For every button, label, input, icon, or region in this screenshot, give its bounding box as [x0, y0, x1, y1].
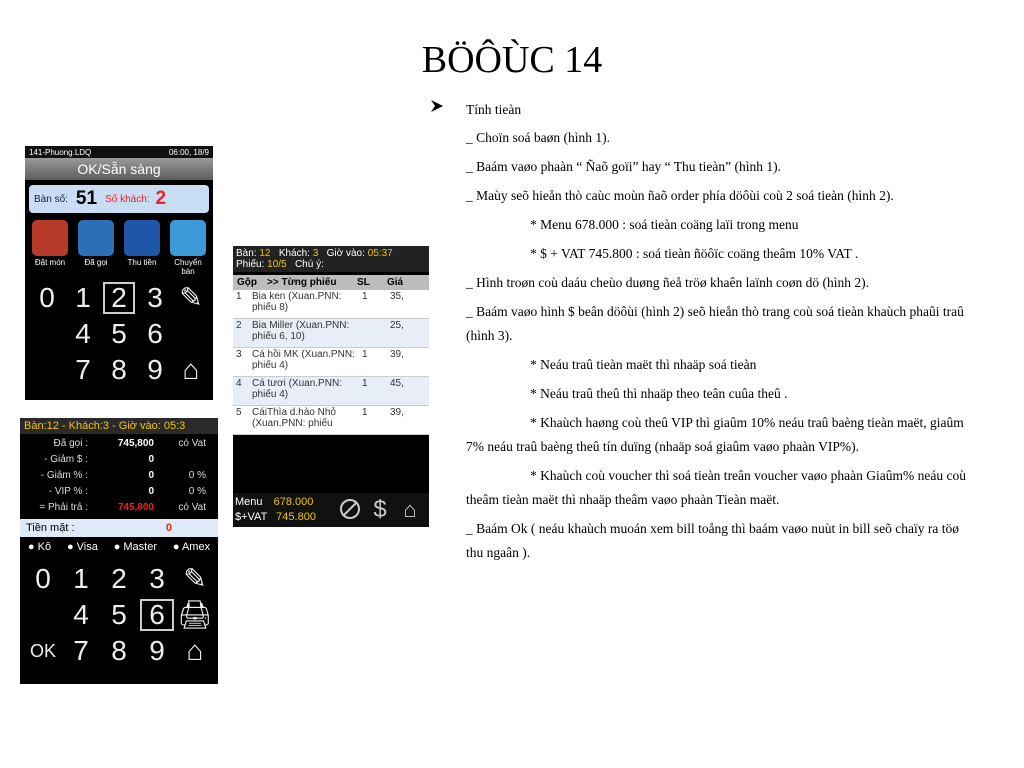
- function-label: Đã gọi: [84, 258, 108, 267]
- cash-value: 0: [165, 522, 172, 534]
- arrow-bullet-icon: [430, 99, 444, 117]
- keypad-key[interactable]: 2: [101, 280, 137, 316]
- order-header: [233, 246, 429, 272]
- instruction-line: * $ + VAT 745.800 : soá tieàn ñöôïc coäng theâm 10% VAT .: [530, 246, 859, 261]
- keypad-key: [29, 352, 65, 388]
- order-price: 45,: [390, 378, 404, 389]
- table-info: [29, 185, 209, 213]
- instruction-line: _ Baám vaøo phaàn “ Ñaõ goïi” hay “ Thu tieàn” (hình 1).: [466, 159, 782, 174]
- card-option[interactable]: [173, 541, 210, 553]
- order-name: Cá hồi MK (Xuan.PNN: phiếu 4): [252, 349, 355, 371]
- payment-label: - VIP % :: [48, 486, 88, 497]
- keypad-key[interactable]: 8: [111, 354, 127, 385]
- keypad-key[interactable]: 3: [149, 563, 165, 594]
- order-no: 1: [236, 291, 242, 302]
- payment-row: [20, 437, 218, 453]
- instruction-line: * Khaùch coù voucher thì soá tieàn treân voucher vaøo phaàn Giaûm% neáu coù theâm tieàn maët thì nhaäp theâm vaøo phaàn Tieàn maët.: [466, 468, 966, 507]
- keypad-key: [29, 316, 65, 352]
- keypad-key[interactable]: 9: [147, 354, 163, 385]
- wine-glasses-icon: [32, 220, 68, 256]
- cash-row[interactable]: [20, 519, 218, 537]
- waiter-icon: [78, 220, 114, 256]
- home-icon[interactable]: ⌂: [403, 497, 417, 522]
- keypad-key[interactable]: 2: [111, 563, 127, 594]
- table-number: 12: [259, 248, 271, 259]
- keypad-key: [24, 597, 62, 633]
- tab-by-ticket[interactable]: >> Từng phiếu: [267, 277, 337, 288]
- keypad-key[interactable]: 3: [147, 282, 163, 313]
- table-label: Bàn số:: [34, 193, 68, 205]
- radio-icon: ●: [66, 541, 77, 553]
- order-qty: 1: [362, 378, 368, 389]
- order-row[interactable]: [233, 319, 429, 348]
- order-no: 2: [236, 320, 242, 331]
- keypad-key[interactable]: 7: [73, 635, 89, 666]
- order-name: CáiThìa d.hào Nhỏ (Xuan.PNN: phiếu: [252, 407, 336, 429]
- function-button[interactable]: [167, 218, 209, 276]
- guest-label: Số khách:: [105, 193, 150, 205]
- function-icons: [25, 218, 213, 276]
- payment-extra: [162, 454, 206, 468]
- table-label: Bàn:: [236, 248, 257, 259]
- card-label: Visa: [76, 541, 98, 553]
- status-time: 06:00, 18/9: [168, 147, 209, 157]
- keypad-key[interactable]: 1: [75, 282, 91, 313]
- keypad-key: [173, 316, 209, 352]
- payment-value[interactable]: 0: [148, 470, 154, 481]
- keypad-key[interactable]: 4: [75, 318, 91, 349]
- ok-ready-button[interactable]: OK/Sẵn sàng: [25, 158, 213, 180]
- payment-value[interactable]: 0: [148, 486, 154, 497]
- payment-header: Bàn:12 - Khách:3 - Giờ vào: 05:3: [20, 418, 218, 434]
- order-row[interactable]: [233, 348, 429, 377]
- payment-value[interactable]: 0: [148, 454, 154, 465]
- card-options: [20, 541, 218, 553]
- guest-count: 2: [155, 188, 167, 209]
- slide-title: BÖÔÙC 14: [421, 39, 603, 81]
- payment-row: [20, 469, 218, 485]
- guest-count: 3: [312, 248, 319, 259]
- radio-icon: ●: [27, 541, 38, 553]
- card-option[interactable]: [114, 541, 157, 553]
- payment-value[interactable]: 745,800: [117, 502, 154, 513]
- order-row[interactable]: [233, 377, 429, 406]
- tab-group[interactable]: Gộp: [237, 277, 257, 288]
- keypad-key[interactable]: ⌂: [186, 635, 204, 666]
- phone-screen-2: [233, 246, 429, 527]
- phone-screen-1: [25, 146, 213, 400]
- payment-label: - Giảm $ :: [44, 454, 88, 465]
- dollar-icon[interactable]: $: [373, 496, 387, 523]
- col-qty: SL: [357, 277, 370, 288]
- time-value: 05:37: [367, 248, 393, 259]
- card-option[interactable]: [67, 541, 98, 553]
- instruction-line: _ Hình troøn coù daáu cheùo duøng ñeå tröø khaên laïnh coøn dö (hình 2).: [466, 275, 870, 290]
- keypad-key[interactable]: 0: [39, 282, 55, 313]
- keypad: [20, 557, 218, 669]
- menu-total: 678.000: [273, 496, 314, 508]
- order-table-header: [233, 275, 429, 290]
- order-name: Bia Miller (Xuan.PNN: phiếu 6, 10): [252, 320, 350, 342]
- keypad-key[interactable]: 5: [111, 318, 127, 349]
- ticket-value: 10/5: [267, 259, 287, 270]
- function-button[interactable]: [29, 218, 71, 276]
- instruction-line: _ Baám Ok ( neáu khaùch muoán xem bill toång thì baám vaøo nuùt in bill seõ chaïy ra töø thu ngaân ).: [466, 521, 960, 560]
- instruction-line: * Menu 678.000 : soá tieàn coäng laïi trong menu: [530, 217, 799, 232]
- radio-icon: ●: [172, 541, 182, 553]
- function-button[interactable]: [121, 218, 163, 276]
- order-list: [233, 290, 429, 435]
- keypad-key[interactable]: 1: [73, 563, 89, 594]
- keypad-key[interactable]: 7: [75, 354, 91, 385]
- order-qty: 1: [362, 291, 368, 302]
- order-price: 39,: [390, 349, 404, 360]
- card-option[interactable]: [28, 541, 51, 553]
- order-name: Cá tươi (Xuan.PNN: phiếu 4): [252, 378, 342, 400]
- keypad-key[interactable]: 6: [147, 318, 163, 349]
- card-label: Amex: [181, 541, 211, 553]
- cash-label: Tiền mặt :: [26, 522, 75, 534]
- payment-label: = Phải trả :: [39, 502, 88, 513]
- payment-label: Đã gọi :: [53, 438, 88, 449]
- order-qty: 1: [362, 407, 368, 418]
- order-row[interactable]: [233, 290, 429, 319]
- instruction-line: * Neáu traû theû thì nhaäp theo teân cuûa theû .: [530, 386, 788, 401]
- order-price: 39,: [390, 407, 404, 418]
- instruction-line: _ Maùy seõ hieån thò caùc moùn ñaõ order phía döôùi coù 2 soá tieàn (hình 2).: [466, 188, 894, 203]
- payment-label: - Giảm % :: [40, 470, 88, 481]
- totals-bar: [233, 493, 429, 527]
- order-qty: 1: [362, 349, 368, 360]
- menu-label: Menu: [235, 496, 263, 508]
- keypad-key[interactable]: 8: [111, 635, 127, 666]
- phone-screen-3: [20, 418, 218, 684]
- table-number: 51: [75, 188, 98, 209]
- order-name: Bia ken (Xuan.PNN: phiếu 8): [252, 291, 342, 313]
- function-button[interactable]: [75, 218, 117, 276]
- payment-summary: [20, 437, 218, 517]
- keypad-key[interactable]: 9: [149, 635, 165, 666]
- keypad: [25, 276, 213, 388]
- instruction-line: * Khaùch haøng coù theû VIP thì giaûm 10% neáu traû baèng tieàn maët, giaûm 7% neáu traû baèng theû tín duïng (nhaäp soá giaûm vaøo phaàn VIP%).: [466, 415, 964, 454]
- function-label: Thu tiền: [127, 258, 157, 267]
- vat-label: $+VAT: [235, 511, 268, 523]
- keypad-key[interactable]: ✎: [179, 282, 203, 313]
- payment-row: [20, 453, 218, 469]
- person-move-icon: [170, 220, 206, 256]
- order-price: 35,: [390, 291, 404, 302]
- payment-extra: có Vat: [178, 438, 206, 449]
- note-label: Chú ý:: [294, 259, 324, 270]
- guest-label: Khách:: [278, 248, 310, 259]
- function-label: Đặt món: [34, 258, 66, 267]
- order-price: 25,: [390, 320, 404, 331]
- instruction-text: [466, 98, 966, 570]
- payment-value[interactable]: 745,800: [117, 438, 154, 449]
- function-label: Chuyển bàn: [174, 258, 202, 276]
- payment-row: [20, 485, 218, 501]
- payment-extra: 0 %: [188, 486, 206, 497]
- payment-extra: 0 %: [188, 470, 206, 481]
- status-user: 141-Phuong.LDQ: [29, 147, 92, 157]
- keypad-key[interactable]: 5: [111, 599, 127, 630]
- keypad-key[interactable]: ✎: [183, 563, 207, 594]
- instruction-line: _ Baám vaøo hình $ beân döôùi (hình 2) seõ hieån thò trang coù soá tieàn khaùch phaûi traû (hình 3).: [466, 304, 964, 343]
- keypad-key[interactable]: ⌂: [182, 354, 200, 385]
- order-qty: [359, 319, 387, 347]
- time-label: Giờ vào:: [326, 248, 365, 259]
- keypad-key[interactable]: 4: [73, 599, 89, 630]
- ticket-label: Phiếu:: [236, 259, 265, 270]
- col-price: Giá: [387, 277, 404, 288]
- keypad-key[interactable]: 6: [138, 597, 176, 633]
- vat-total: 745.800: [276, 511, 316, 523]
- instruction-heading: Tính tieàn: [466, 102, 522, 117]
- status-bar: [25, 146, 213, 158]
- card-label: Kô: [37, 541, 52, 553]
- keypad-key[interactable]: OK: [29, 641, 56, 661]
- keypad-key[interactable]: 🖨: [177, 599, 213, 630]
- order-row[interactable]: [233, 406, 429, 435]
- payment-row: [20, 501, 218, 517]
- cash-register-icon: [124, 220, 160, 256]
- instruction-line: * Neáu traû tieàn maët thì nhaäp soá tieàn: [530, 357, 757, 372]
- order-no: 4: [236, 378, 242, 389]
- radio-icon: ●: [113, 541, 124, 553]
- instruction-line: _ Choïn soá baøn (hình 1).: [466, 130, 610, 145]
- keypad-key[interactable]: 0: [35, 563, 51, 594]
- order-no: 5: [236, 407, 242, 418]
- cancel-towel-icon[interactable]: [335, 498, 365, 523]
- payment-extra: có Vat: [178, 502, 206, 513]
- order-no: 3: [236, 349, 242, 360]
- card-label: Master: [123, 541, 158, 553]
